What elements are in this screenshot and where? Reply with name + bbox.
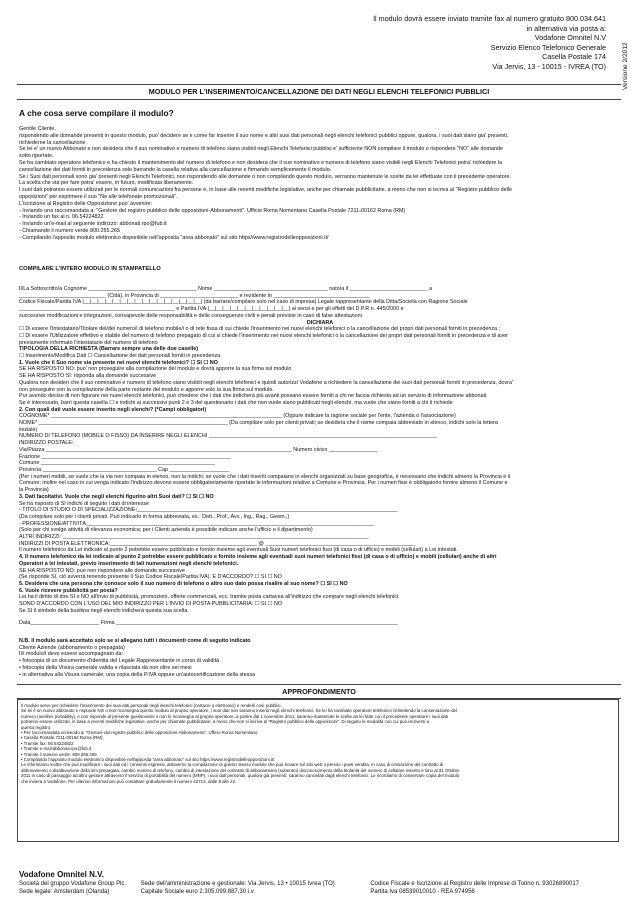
provincia-field[interactable]: Provincia ______________________________________ Cap ____________________ (19, 466, 230, 473)
form-line: (Solo per chi svolge attività di rilevanza economica; per i Clienti azienda è possibile indicare anche l'ufficio o il dipartimento) (19, 527, 313, 534)
question-5[interactable]: 5. Desidera che una persona che conosce solo il suo numero di telefono o altro suo dato possa risalire al suo nome? ☐ SI ☐ NO (19, 580, 348, 587)
checkbox-line[interactable]: (Se risponde SI, ciò avverrà tenendo presente il Suo Codice Fiscale/Partita IVA). È D'ACCORDO? ☐ SI ☐ NO (19, 574, 282, 581)
comune-field[interactable]: Comune __________________________________________________________ (19, 460, 215, 467)
form-line: SE HA RISPOSTO SI: risponda alla domande successive (19, 373, 157, 380)
approfondimento-box: Il modulo serve per richiedere l'inserimento dei suoi dati personali negli elenchi telefonici (cartacei o elettronici) e renderli così pubblici. Se lei è un nuovo abbonato e risponde NO o non riconsegna questo modulo al proprio operatore, i suoi dati non saranno inseriti negli elenchi telefonici. Se lei ha cambiato operatore telefonico richiedendo la conservazione del numero (number portability), e non risponde al presente questionario o non lo riconsegna al proprio operatore, a partire dal 1 novembre 2011, saranno mantenute le scelte da lei fatte con il precedente operatore I suoi dati potranno essere utilizzati, in base a recenti modifiche legislative, anche per chiamate pubblicitarie, a meno che non si iscriva al "Registro pubblico delle opposizioni". Di seguito le modalità con cui può iscriversi a questo registro: • Per raccomandata scrivendo a: "Gestore del registro pubblico delle opposizioni-Abbonamenti". Ufficio Roma Nomentano • Casella Postale 7211-00162 Roma (RM). • Tramite fax: 06.54224822 • Tramite e-mail:abbonati.rpo@fub.it • Tramite il numero verde: 800.265.265 • Compilando l'apposito modulo elettronico disponibile nell'apposita "area abbonato" sul sito https://www.registrodelleopposizioni.it/ Le informiamo inoltre che può modificare i suoi dati ed i consensi espressi, attraverso la compilazione di questo stesso modulo che può trovare sul sito web o presso i punti vendita. In caso di cessazione del contratto di abbonamento o disattivazione della sim prepagata, cambio numero di telefono, cambio di intestazione del contratto di abbonamento (subentro) disconoscimento della titolarità del numero di cellulare inserito e sino al 31 Ottobre 2011 in caso di passaggio ad altro gestore attraverso il servizio di portabilità del numero (MNP), i suoi dati personali, qualora già presenti, saranno cancellati dagli elenchi telefonici. Le ricordiamo di conservare copia del modulo che inviera a Vodafone. Per ulteriori informazioni può contattare gratuitamente il numero 42713, dalle 8 alle 22. (17, 699, 619, 842)
request-type-heading: TIPOLOGIA DELLA RICHIESTA (Barrare sempre una delle due caselle) (19, 346, 199, 353)
form-line: iniziale) (19, 426, 38, 433)
question-4-cont: Operatori a lei intestati, previo inserimento di tali numerazioni negli elenchi telefonici. (19, 560, 239, 567)
question-1[interactable]: 1. Vuole che il Suo nome sia presente nei nuovi elenchi telefonici? ☐ SI ☐ NO (19, 359, 218, 366)
form-line: non proseguire con la compilazione della parte restante del modulo e apporre solo la sua firma sul modulo. (19, 386, 274, 393)
form-body[interactable] (19, 286, 621, 614)
form-title: MODULO PER L'INSERIMENTO/CANCELLAZIONE DEI DATI NEGLI ELENCHI TELEFONICI PUBBLICI (17, 84, 621, 100)
nb-section: N.B. Il modulo sarà accettato solo se si allegano tutti i documenti come di seguito indicato Cliente Aziende (abbonamento o prepagata) Il/i modulo/i deve essere accompagnato da: • fotocopia di un documento d'identità del Legale Rappresentante in corso di validità • fotocopia della Visura camerale valida e rilasciata da non oltre sei mesi • in alternativa alla Visura camerale, una copia della P.IVA oppure un'autocertificazione della stessa (19, 638, 256, 678)
company-footer (19, 870, 629, 896)
header-line: Servizio Elenco Telefonico Generale (490, 42, 606, 52)
form-line: INDIRIZZO POSTALE: (19, 440, 74, 447)
header-line: Il modulo dovrà essere inviato tramite fax al numero gratuito 800.034.641 (373, 14, 606, 23)
approfondimento-title: APPROFONDIMENTO (17, 684, 621, 699)
form-line: Se SI il simbolo della busitina negli elenchi indicherà questa sua scelta. (19, 607, 189, 614)
declaration-heading: DICHIARA (306, 319, 334, 326)
form-line[interactable]: ____________________________________________________ e Partita IVA |__|__|__|__|__|__|__|__|__|__|__| ai sensi e per gli effetti del D.P.R n. 445/2000 e (19, 306, 404, 313)
form-line: previamente informato l'intestatario del numero di telefono (19, 339, 158, 346)
footer-col: Sede dell'amministrazione e gestionale: Via Jervis, 13 • 10015 Ivrea (TO) Capitale Sociale euro 2.305.099.887,30 i.v. (140, 881, 335, 895)
header-line: Vodafone Omnitel N.V (534, 33, 606, 43)
header-line: Via Jervis, 13 - 10015 - IVREA (TO) (492, 61, 606, 71)
question-3[interactable]: 3. Dati facoltativi. Vuole che negli elenchi figurino altri Suoi dati? ☐ SI ☐ NO (19, 493, 214, 500)
footer-col: Società del gruppo Vodafone Group Plc. Sede legale: Amsterdam (Olanda) (19, 881, 127, 895)
signature-line[interactable]: Data_______________________ Firma ______________________________________________________________________________________________ (19, 620, 398, 626)
checkbox-line[interactable]: ☐ Inserimento/Modifica Dati ☐ Cancellazione dei dati personali forniti in precedenza (19, 353, 221, 360)
form-line: la Provincia) (19, 487, 49, 494)
form-line: SE HA RISPOSTO NO: puo non rispondere alle domande successive (19, 567, 185, 574)
frazione-field[interactable]: Frazione _______________________________________________________________ (19, 453, 231, 460)
name-field[interactable]: NOME* _______________________________________________________________ (Da compilare solo per clienti privati; se desidera che il nome compaia abbreviato in elenco, indichi solo la lettera (19, 420, 498, 427)
profession-field[interactable]: - PROFESSIONE/ATTIVITÀ________________________________________________________________________________________________ (19, 520, 374, 527)
form-line: successive modificazioni e integrazioni, consapevole delle responsabilità e delle conseguenze civili e penali previste in caso di false attestazioni (19, 312, 362, 319)
form-line[interactable]: _____________________________ (Città), in Provincia di __________________________ e residente in ________________________________ (19, 292, 370, 299)
form-line: Lei ha il diritto di dire SI o NO all'invio di pubblicità, promozioni, offerte commerciali, ecc. tramite posta cartacea all'indirizzo che compare negli elenchi telefonici. (19, 594, 400, 601)
form-line[interactable]: Il/La Sottoscritto/a Cognome ____________________________________ Nome ______________________________________ nato/a il __________________________ a (19, 286, 433, 292)
checkbox-line[interactable]: SONO D'ACCORDO CON L'USO DEL MIO INDIRIZZO PER L'INVIO DI POSTA PUBBLICITARIA: ☐ SI ☐ NO (19, 601, 283, 608)
send-instructions (246, 14, 606, 72)
header-line: Casella Postale 174 (542, 52, 606, 62)
other-address-field[interactable]: ALTRI INDIRIZZI: ______________________________________________________________________________________________________ (19, 534, 369, 541)
header-line: in alternativa via posta a: (526, 23, 606, 33)
form-line: Comune; inoltre nel caso in cui venga indicato l'indirizzo devono essere obbligatoriamente riportate le informazioni relative a Comune e Provincia. Per i numeri fissi è obbligatorio fornire almeno il Comune e (19, 480, 508, 487)
form-line: SE HA RISPOSTO NO: puo' non proseguire alla compilazione del modulo e dovrà apporre la sua firma sul modulo (19, 366, 292, 373)
form-line: Pur avendo deciso di non figurare nei nuovi elenchi telefonici, può chiedere che i dati che indicherà più avanti possano essere forniti a chi ne faccia richiesta ad un servizio di informazione abbonati. (19, 393, 488, 400)
email-field[interactable]: INDIRIZZI DI POSTA ELETTRONICA:_________________________________________________ @ __________________________________________________ (19, 540, 416, 547)
intro-heading: A che cosa serve compilare il modulo? (19, 108, 174, 118)
form-line: (Per i numeri mobili, se vuole che la via non compaia in elenco, non la indichi; se vuole che i dati inseriti compaiano in elenchi organizzati su base geografica, è necessario che indichi almeno la Provincia e il (19, 473, 511, 480)
phone-field[interactable]: NUMERO DI TELEFONO (MOBILE O FISSO) DA INSERIRE NEGLI ELENCHI ____________________________________________________________________________ (19, 433, 437, 440)
form-line: (Da compilare solo per i clienti privati. Può indicarlo in forma abbreviata, es.: Dott., Prof., Avv., Ing., Rag., Geom.,) (19, 513, 290, 520)
form-line: Il numero telefonico da Lei indicato al punto 2 potrebbe essere pubblicato e fornito insieme agli eventuali Suoi numeri telefonici fissi (di casa o di ufficio) e mobili (cellulari) a Lei intestati. (19, 547, 458, 554)
footer-col: Codice Fiscale e Iscrizione al Registro delle Imprese di Torino n. 93026890017 Partita Iva 08539010010 - REA 974956 (370, 881, 580, 895)
title-field[interactable]: - TITOLO DI STUDIO O DI SPECIALIZZAZIONE:_______________________________________________________________________________________ (19, 507, 398, 514)
question-6: 6. Vuole ricevere pubblicità per posta? (19, 587, 118, 594)
intro-text: Gentile Cliente, rispondendo alle domande presenti in questo modulo, puo' decidere se e come far inserire il suo nome e altri suoi dati personali negli elenchi telefonici pubblici oppure, qualora, i suoi dati siano gia' presenti, richiederne la cancellazione . Se lei e' un nuovo Abbonato e non desidera che il suo nominativo e numero di telefono siano visibili negli Elenchi Telefonici pubblici e' sufficiente NON compilare il modulo o rispondere "NO" alle domande sotto riportate. Se ha cambiato operatore telefonico e ha chiesto il mantenimento del numero di telefono e non desidera che il suo nominativo e numero di telefono siano visibili negli Elenchi Telefonici potra' richiedere la cancellazione dei dati forniti in precedenza solo barrando la casella relativa alla cancellazione e firmando semplicemente il modulo. Se i Suoi dati personali sono gia' presenti negli Elenchi Telefonici, non rispondendo alle domande o non compilando questo modulo, verranno mantenute le scelte da lei effettuate con il precedente operatore. La scelta che sta per fare potra' essere, in futuro, modificata liberamente. I suoi dati potranno essere utilizzati per le normali comunicazioni fra persone e, in base alle recenti modifiche legislative, anche per chiamate pubblicitarie, a meno che non si iscriva al "Registro pubblico delle opposizioni" per esprimere il suo "No alle telefonate promozionali". L'iscrizione al Registro delle Opposizione puo' avvenire: - Inviando una raccomandata a: "Gestore del registro pubblico delle opposizioni-Abbonamenti". Ufficio Roma Nomentano Casella Postale 7211-00162 Roma (RM) - Inviando un fax al n. 06.54224822 - Inviando un'e-mail al seguente indirizzo: abbonati.rpo@fub.it - Chiamando il numero verde 800.265.265 - Compilando l'apposito modulo elettronico disponibile nell'apposita "area abbonato" sul sito https//www.registrodelleopposizioni.it/ (19, 126, 513, 241)
checkbox-line[interactable]: ☐ Di essere l'Utilizzatore effettivo e stabile del numero di telefono prepagato di cui si chiede l'inserimento nei nuovi elenchi telefonici o la cancellazione dei propri dati personali forniti in precedenza e di aver (19, 332, 508, 339)
form-heading: COMPILARE L'INTERO MODULO IN STAMPATELLO (19, 266, 161, 272)
company-name: Vodafone Omnitel N.V. (19, 870, 104, 879)
form-line: Se ha risposto di SI indichi di seguito i dati di interesse (19, 500, 150, 507)
checkbox-line[interactable]: ☐ Di essere l'Intestatario/Titolare del/dei numero/i di telefono mobile/i o di rete fissa di cui chiede l'inserimento nei nuovi elenchi telefonici o la cancellazione dei propri dati personali forniti in precedenza ; (19, 326, 501, 333)
street-field[interactable]: Via/Piazza __________________________________________________________________________________ Numero civico ________________ (19, 446, 377, 453)
form-line[interactable]: Codice Fiscale/Partita IVA |__|__|__|__|__|__|__|__|__|__|__|__|__|__|__|__| (da barrare/compilare solo nel caso di impresa) Legale rappresentante della Ditta/Società con Ragione Sociale (19, 299, 468, 306)
surname-field[interactable]: COGNOME* _____________________________________________________________________________ (Oppure indicare la ragione sociale per l'ente, l'azienda o l'associazione) (19, 413, 456, 420)
question-4: 4. Il numero telefonico da lei indicato al punto 2 potrebbe essere pubblicato e fornito insieme agli eventuali suoi numeri telefonici fissi (di casa o di ufficio) e mobili (cellulari) anche di altri (19, 554, 497, 561)
checkbox-line[interactable]: Se è interessato, barri questa casella ☐ e indichi ai successivi punti 2 e 3 del questionario i dati che non vuole siano pubblicati negli elenchi, ma vuole che siano forniti a chi li richiede (19, 399, 453, 406)
form-line: Qualora non desideri che il suo nominativo e numero di telefono siano visibili negli elenchi telefonici e quindi autorizzi Vodafone a richiedere la cancellazione dei suoi dati personali forniti in precedenza, dovra' (19, 379, 513, 386)
version-label: Versione 2/2012 (622, 42, 629, 90)
question-2: 2. Con quali dati vuole essere inserito negli elenchi? (*Campi obbligatori) (19, 406, 207, 413)
